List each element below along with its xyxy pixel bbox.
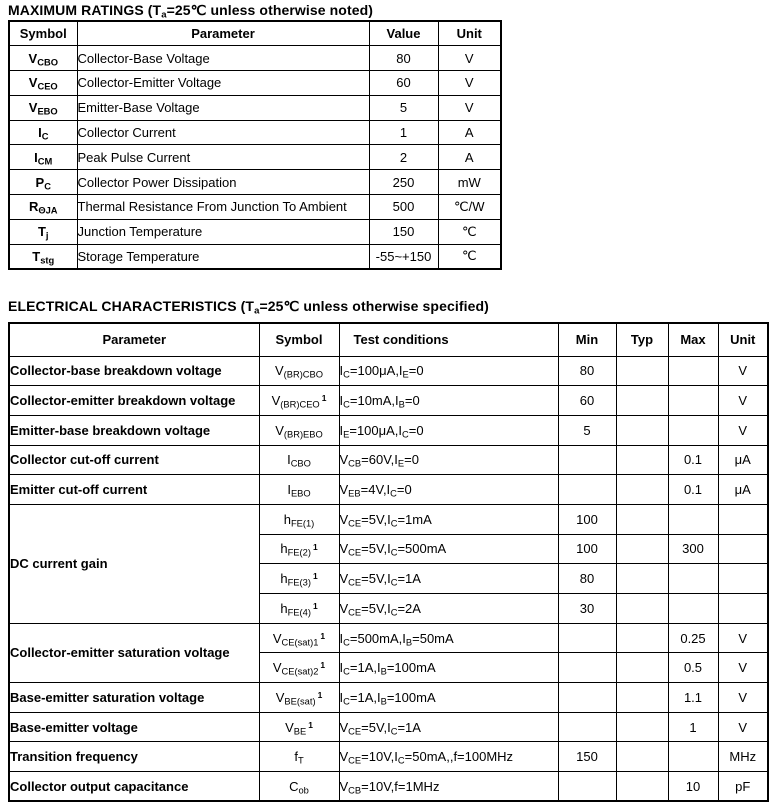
symbol-cell: $V_{(BR)CBO}$: [259, 356, 339, 386]
symbol-cell: $C_{ob}$: [259, 772, 339, 802]
max-cell: [668, 356, 718, 386]
typ-cell: [616, 534, 668, 564]
column-header-min: Min: [558, 323, 616, 356]
table-row: [9, 475, 768, 505]
value-cell: 250: [369, 170, 438, 195]
test-conditions-cell: $I_C=10mA,I_B=0$: [339, 386, 558, 416]
unit-cell: V: [718, 653, 768, 683]
max-cell: 10: [668, 772, 718, 802]
min-cell: 100: [558, 504, 616, 534]
test-conditions-cell: $V_{CB}=10V,f=1MHz$: [339, 772, 558, 802]
symbol-cell: $R_{\Theta JA}$: [9, 195, 77, 220]
test-conditions-cell: $V_{CE}=10V,I_C=50mA,,f=100MHz$: [339, 742, 558, 772]
parameter-cell: Collector Power Dissipation: [77, 170, 369, 195]
symbol-cell: $V_{CE(sat)2}^1$: [259, 653, 339, 683]
symbol-cell: $V_{CE(sat)1}^1$: [259, 623, 339, 653]
unit-cell: V: [718, 712, 768, 742]
column-header-typ: Typ: [616, 323, 668, 356]
unit-cell: V: [718, 623, 768, 653]
test-conditions-cell: $I_C=1A,I_B=100mA$: [339, 683, 558, 713]
symbol-cell: $V_{CEO}$: [9, 71, 77, 96]
unit-cell: V: [718, 415, 768, 445]
unit-cell: MHz: [718, 742, 768, 772]
parameter-cell: Thermal Resistance From Junction To Ambient: [77, 195, 369, 220]
min-cell: [558, 683, 616, 713]
table-row: [9, 415, 768, 445]
unit-cell: [718, 594, 768, 624]
symbol-cell: $V_{(BR)CEO}^1$: [259, 386, 339, 416]
table-row: [9, 71, 501, 96]
min-cell: [558, 712, 616, 742]
unit-cell: [718, 534, 768, 564]
symbol-cell: $V_{BE(sat)}^1$: [259, 683, 339, 713]
column-header-value: Value: [369, 21, 438, 46]
max-cell: [668, 386, 718, 416]
typ-cell: [616, 712, 668, 742]
max-cell: [668, 415, 718, 445]
parameter-cell: Collector-Emitter Voltage: [77, 71, 369, 96]
parameter-cell: Storage Temperature: [77, 244, 369, 269]
unit-cell: A: [438, 145, 501, 170]
max-cell: 0.25: [668, 623, 718, 653]
header-row: [9, 323, 768, 356]
value-cell: 5: [369, 95, 438, 120]
min-cell: [558, 772, 616, 802]
unit-cell: V: [438, 95, 501, 120]
max-ratings-table: [8, 20, 502, 270]
symbol-cell: $P_C$: [9, 170, 77, 195]
value-cell: 60: [369, 71, 438, 96]
header-row: [9, 21, 501, 46]
max-cell: [668, 504, 718, 534]
parameter-cell: Peak Pulse Current: [77, 145, 369, 170]
symbol-cell: $h_{FE(3)}^1$: [259, 564, 339, 594]
table-row: [9, 170, 501, 195]
column-header-parameter: Parameter: [77, 21, 369, 46]
parameter-cell: Collector-base breakdown voltage: [9, 356, 259, 386]
electrical-characteristics-table: [8, 322, 769, 802]
max-cell: 0.1: [668, 445, 718, 475]
column-header-max: Max: [668, 323, 718, 356]
value-cell: -55~+150: [369, 244, 438, 269]
symbol-cell: $V_{BE}^1$: [259, 712, 339, 742]
parameter-cell: DC current gain: [9, 504, 259, 623]
symbol-cell: $I_C$: [9, 120, 77, 145]
symbol-cell: $T_{stg}$: [9, 244, 77, 269]
parameter-cell: Emitter cut-off current: [9, 475, 259, 505]
max-cell: [668, 742, 718, 772]
typ-cell: [616, 683, 668, 713]
electrical-characteristics-title: ELECTRICAL CHARACTERISTICS ($T_a=25℃$ unless otherwise specified): [8, 298, 489, 317]
max-cell: 0.5: [668, 653, 718, 683]
parameter-cell: Collector-Base Voltage: [77, 46, 369, 71]
unit-cell: V: [718, 683, 768, 713]
table-row: [9, 445, 768, 475]
table-row: [9, 145, 501, 170]
symbol-cell: $V_{(BR)EBO}$: [259, 415, 339, 445]
min-cell: [558, 475, 616, 505]
typ-cell: [616, 445, 668, 475]
test-conditions-cell: $I_C=500mA,I_B=50mA$: [339, 623, 558, 653]
value-cell: 80: [369, 46, 438, 71]
typ-cell: [616, 504, 668, 534]
typ-cell: [616, 772, 668, 802]
min-cell: 80: [558, 564, 616, 594]
table-row: [9, 195, 501, 220]
table-row: [9, 120, 501, 145]
typ-cell: [616, 356, 668, 386]
max-cell: 1.1: [668, 683, 718, 713]
min-cell: [558, 653, 616, 683]
min-cell: 60: [558, 386, 616, 416]
max-cell: [668, 594, 718, 624]
table-row: [9, 683, 768, 713]
typ-cell: [616, 564, 668, 594]
column-header-test-conditions: Test conditions: [339, 323, 558, 356]
min-cell: 100: [558, 534, 616, 564]
parameter-cell: Emitter-base breakdown voltage: [9, 415, 259, 445]
typ-cell: [616, 415, 668, 445]
table-row: [9, 623, 768, 653]
typ-cell: [616, 386, 668, 416]
unit-cell: [718, 564, 768, 594]
test-conditions-cell: $V_{CE}=5V,I_C=1A$: [339, 712, 558, 742]
table-row: [9, 772, 768, 802]
unit-cell: V: [718, 386, 768, 416]
min-cell: [558, 623, 616, 653]
symbol-cell: $h_{FE(1)}$: [259, 504, 339, 534]
parameter-cell: Collector-emitter saturation voltage: [9, 623, 259, 682]
test-conditions-cell: $V_{CE}=5V,I_C=1A$: [339, 564, 558, 594]
symbol-cell: $h_{FE(2)}^1$: [259, 534, 339, 564]
value-cell: 500: [369, 195, 438, 220]
max-cell: [668, 564, 718, 594]
typ-cell: [616, 653, 668, 683]
parameter-cell: Transition frequency: [9, 742, 259, 772]
max-ratings-title: MAXIMUM RATINGS ($T_a=25℃$ unless otherwise noted): [8, 2, 374, 21]
parameter-cell: Collector-emitter breakdown voltage: [9, 386, 259, 416]
table-row: [9, 244, 501, 269]
table-row: [9, 504, 768, 534]
max-cell: 1: [668, 712, 718, 742]
typ-cell: [616, 742, 668, 772]
symbol-cell: $T_j$: [9, 219, 77, 244]
test-conditions-cell: $I_C=1A,I_B=100mA$: [339, 653, 558, 683]
test-conditions-cell: $V_{CE}=5V,I_C=1mA$: [339, 504, 558, 534]
unit-cell: mW: [438, 170, 501, 195]
min-cell: 150: [558, 742, 616, 772]
unit-cell: [718, 504, 768, 534]
column-header-unit: Unit: [438, 21, 501, 46]
unit-cell: ℃: [438, 244, 501, 269]
typ-cell: [616, 623, 668, 653]
test-conditions-cell: $I_E=100\mu A,I_C=0$: [339, 415, 558, 445]
test-conditions-cell: $V_{CE}=5V,I_C=2A$: [339, 594, 558, 624]
table-row: [9, 95, 501, 120]
max-cell: 300: [668, 534, 718, 564]
unit-cell: μA: [718, 445, 768, 475]
column-header-unit: Unit: [718, 323, 768, 356]
symbol-cell: $V_{EBO}$: [9, 95, 77, 120]
parameter-cell: Collector output capacitance: [9, 772, 259, 802]
table-row: [9, 742, 768, 772]
symbol-cell: $I_{CBO}$: [259, 445, 339, 475]
unit-cell: V: [438, 46, 501, 71]
symbol-cell: $I_{EBO}$: [259, 475, 339, 505]
parameter-cell: Base-emitter saturation voltage: [9, 683, 259, 713]
value-cell: 2: [369, 145, 438, 170]
test-conditions-cell: $I_C=100\mu A,I_E=0$: [339, 356, 558, 386]
column-header-symbol: Symbol: [259, 323, 339, 356]
table-row: [9, 219, 501, 244]
min-cell: [558, 445, 616, 475]
unit-cell: V: [718, 356, 768, 386]
unit-cell: pF: [718, 772, 768, 802]
parameter-cell: Collector cut-off current: [9, 445, 259, 475]
parameter-cell: Emitter-Base Voltage: [77, 95, 369, 120]
table-row: [9, 712, 768, 742]
parameter-cell: Collector Current: [77, 120, 369, 145]
column-header-symbol: Symbol: [9, 21, 77, 46]
value-cell: 150: [369, 219, 438, 244]
test-conditions-cell: $V_{EB}=4V,I_C=0$: [339, 475, 558, 505]
test-conditions-cell: $V_{CE}=5V,I_C=500mA$: [339, 534, 558, 564]
symbol-cell: $V_{CBO}$: [9, 46, 77, 71]
table-row: [9, 46, 501, 71]
typ-cell: [616, 594, 668, 624]
symbol-cell: $h_{FE(4)}^1$: [259, 594, 339, 624]
unit-cell: V: [438, 71, 501, 96]
unit-cell: A: [438, 120, 501, 145]
table-row: [9, 356, 768, 386]
unit-cell: μA: [718, 475, 768, 505]
test-conditions-cell: $V_{CB}=60V,I_E=0$: [339, 445, 558, 475]
typ-cell: [616, 475, 668, 505]
value-cell: 1: [369, 120, 438, 145]
symbol-cell: $f_T$: [259, 742, 339, 772]
symbol-cell: $I_{CM}$: [9, 145, 77, 170]
unit-cell: ℃: [438, 219, 501, 244]
min-cell: 30: [558, 594, 616, 624]
table-row: [9, 386, 768, 416]
max-cell: 0.1: [668, 475, 718, 505]
parameter-cell: Junction Temperature: [77, 219, 369, 244]
min-cell: 5: [558, 415, 616, 445]
unit-cell: ℃/W: [438, 195, 501, 220]
min-cell: 80: [558, 356, 616, 386]
column-header-parameter: Parameter: [9, 323, 259, 356]
parameter-cell: Base-emitter voltage: [9, 712, 259, 742]
